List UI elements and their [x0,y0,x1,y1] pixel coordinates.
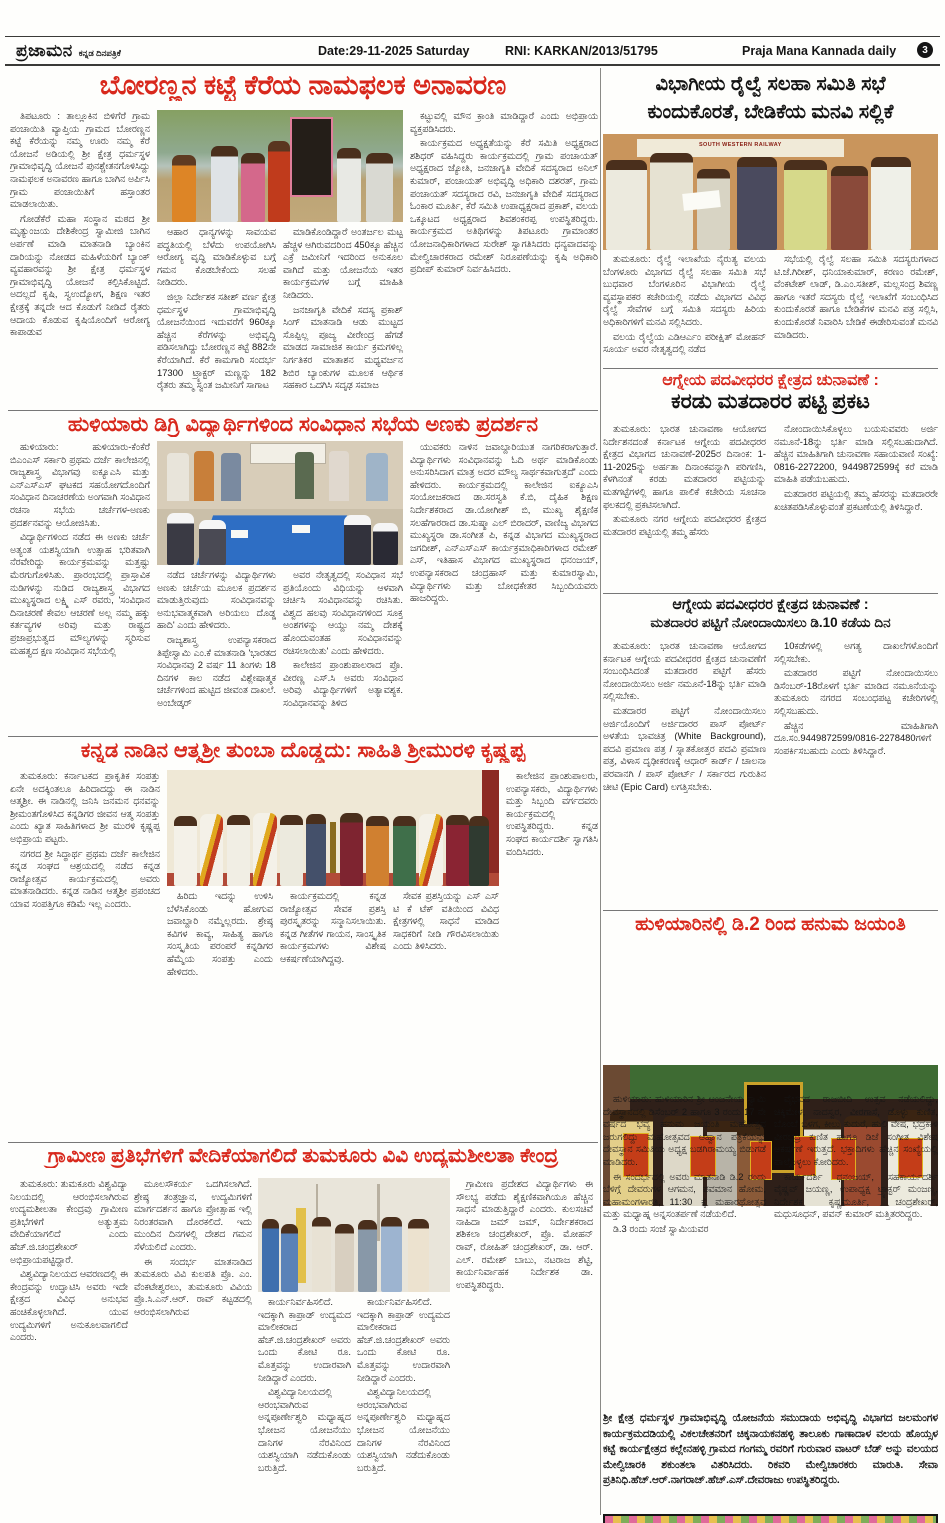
headline-boranna: ಬೋರಣ್ಣನ ಕಟ್ಟೆ ಕೆರೆಯ ನಾಮಫಲಕ ಅನಾವರಣ [99,70,507,100]
person-figure [174,816,197,886]
body-paragraph: ಈ ಸಂದರ್ಭ ಮಾತನಾಡಿದ ತುಮಕೂರು ವಿವಿ ಕುಲಪತಿ ಪ್ರೊ. ಎಂ. ವೆಂಕಟೇಶ್ವರಲು, ತುಮಕೂರು ವಿವಿಯ ಪ್ರೊ.ಸಿ.ಎನ್.ಆರ್. ರಾವ್ ಕಟ್ಟಡದಲ್ಲಿ ಆರಂಭಿಸಲಾಗಿರುವ [134,1255,252,1317]
person-figure [227,815,250,886]
article-column [603,1093,766,1254]
body-paragraph: ತುಮಕೂರು: ಕರ್ನಾಟಕದ ಪ್ರಾಕೃತಿಕ ಸಂಪತ್ತು ಏನೇ ಅದಕ್ಕಿಂತಲೂ ಹಿರಿದಾದದ್ದು ಈ ನಾಡಿನ ಆತ್ಮಶ್ರೀ. ಈ ನಾಡಿನಲ್ಲಿ ಜನಿಸಿ ಜನಮನ ಧನವನ್ನು ಶ್ರೀಮಂತಗೊಳಿಸಿದ ಕನ್ನಡಿಗರ ಜೀವನ ಆತ್ಮ ಸಂಪತ್ತು ಎಂದು ಖ್ಯಾತ ಸಾಹಿತಿಗಳಾದ ಶ್ರೀ ಮುರಳಿ ಕೃಷ್ಣಪ್ಪ ಅಭಿಪ್ರಾಯ ಪಟ್ಟರು. [10,770,160,844]
photo-railway-meeting [603,134,938,250]
person-figure-flag-shawl [200,814,223,886]
body-paragraph: ವಿಶ್ವವಿದ್ಯಾನಿಲಯದ ಆವರಣದಲ್ಲಿ ಈ ಕೇಂದ್ರವನ್ನು ಉದ್ಘಾಟಿಸಿ ಅವರು ಇದೇ ಕ್ಷೇತ್ರದ ವಿವಿಧ ಅನುಭವ ಹಂಚಿಕೊಳ್ಳಲಾಗಿದೆ. ಯುವ ಉದ್ಯಮಿಗಳಿಗೆ ಅನುಕೂಲವಾಗಲಿದೆ ಎಂದರು. [10,1268,128,1343]
event-banner [250,443,326,464]
article-column [774,640,938,910]
headline-constitution: ಹುಳಿಯಾರು ಡಿಗ್ರಿ ವಿದ್ಯಾರ್ಥಿಗಳಿಂದ ಸಂವಿಧಾನ ಸಭೆಯ ಅಣಕು ಪ್ರದರ್ಶನ [67,413,539,436]
headline-udyama: ಗ್ರಾಮೀಣ ಪ್ರತಿಭೆಗಳಿಗೆ ವೇದಿಕೆಯಾಗಲಿದೆ ತುಮಕೂರು ವಿವಿ ಉದ್ಯಮಶೀಲತಾ ಕೇಂದ್ರ [47,1145,559,1167]
person-figure [358,1220,377,1292]
person-figure [606,160,646,250]
body-paragraph: ಗೋಡೆಕೆರೆ ಮಹಾ ಸಂಸ್ಥಾನ ಮಠದ ಶ್ರೀ ಮೃತ್ಯುಂಜಯ ದೇಶಿಕೇಂದ್ರ ಸ್ವಾಮೀಜಿ ಬಾಗಿನ ಅರ್ಪಣೆ ಮಾಡಿ ಮಾತನಾಡಿ ಬ್ಯಾಂಕಿನ ದಾರಿಯನ್ನು ನೋಡದ ಮಹಿಳೆಯರಿಗೆ ಬ್ಯಾಂಕ್ ವ್ಯವಹಾರವನ್ನು ಶ್ರೀ ಕ್ಷೇತ್ರ ಧರ್ಮಸ್ಥಳ ಗ್ರಾಮಾಭಿವೃದ್ಧಿ ಯೋಜನೆ ಕಲ್ಪಿಸಿಕೊಟ್ಟಿದೆ. ಅದಲ್ಲದೆ ಕೃಷಿ, ಸ್ವಉದ್ಯೋಗ, ಶಿಕ್ಷಣ ಇತರ ಕ್ಷೇತ್ರಕ್ಕೆ ತನ್ನದೇ ಆದ ಕೊಡುಗೆ ನೀಡಿದೆ ರೈತರು ಆದಾಯ ಕೊಡುವ ಕೃಷಿಯೊಂದಿಗೆ ಆರೋಗ್ಯ ಕಾಪಾಡುವ [10,212,150,338]
divider [5,64,940,66]
article-column [357,1296,450,1515]
article-column [774,253,938,366]
body-paragraph: ತುಮಕೂರು: ರೈಲ್ವೆ ಇಲಾಖೆಯ ನೈರುತ್ಯ ವಲಯ ಬೆಂಗಳೂರು ವಿಭಾಗದ ರೈಲ್ವೆ ಸಲಹಾ ಸಮಿತಿ ಸಭೆ ಬುಧವಾರ ಬೆಂಗಳೂರಿನ ವಿಭಾಗೀಯ ರೈಲ್ವೆ ವ್ಯವಸ್ಥಾಪಕರ ಕಚೇರಿಯಲ್ಲಿ ನಡೆದು ವಿಭಾಗದ ವಿವಿಧ ರೈಲ್ವೆ ಸೇವೆಗಳ ಬಗ್ಗೆ ಸಮಿತಿ ಸದಸ್ಯರು ಹಿರಿಯ ಅಧಿಕಾರಿಗಳಿಗೆ ಮನವಿ ಸಲ್ಲಿಸಿದರು. [603,253,766,327]
article-railway [603,253,938,366]
body-paragraph: ಗ್ರಾಮೀಣ ಪ್ರದೇಶದ ವಿದ್ಯಾರ್ಥಿಗಳು ಈ ಸೌಲಭ್ಯ ಪಡೆದು ಶೈಕ್ಷಣಿಕವಾಗಿಯೂ ಹೆಚ್ಚಿನ ಸಾಧನೆ ಮಾಡುತ್ತಿದ್ದಾರೆ ಎಂದರು. ಕುಲಸಚಿವೆ ನಾಹಿದಾ ಜಮ್ ಜಮ್, ನಿರ್ದೇಶಕರಾದ ಶಶಿಕಲಾ ಚಂದ್ರಶೇಖರ್, ಪ್ರೊ. ಮೋಹನ್ ರಾವ್, ರೋಹಿತ್ ಚಂದ್ರಶೇಖರ್, ಡಾ. ಆರ್. ಎಲ್. ರಮೇಶ್ ಬಾಬು, ನಟರಾಜ ಶೆಟ್ಟಿ, ಕಾರ್ಯನಿರ್ವಾಹಕ ನಿರ್ದೇಶಕ ಡಾ. ಉಪಸ್ಥಿತರಿದ್ದರು. [456,1178,593,1290]
article-column [258,1296,351,1515]
headline-karadu-main: ಕರಡು ಮತದಾರರ ಪಟ್ಟಿ ಪ್ರಕಟ [671,390,870,413]
railway-banner-text: SOUTH WESTERN RAILWAY [698,141,782,148]
article-column [157,226,276,408]
headline-kannada-naadu: ಕನ್ನಡ ನಾಡಿನ ಆತ್ಮಶ್ರೀ ತುಂಬಾ ದೊಡ್ಡದು: ಸಾಹಿತಿ ಶ್ರೀಮುರಳಿ ಕೃಷ್ಣಪ್ಪ [80,739,526,762]
headline-voterreg-line2: ಮತದಾರರ ಪಟ್ಟಿಗೆ ನೋಂದಾಯಿಸಲು ಡಿ.10 ಕಡೆಯ ದಿನ [650,615,891,630]
article-column [774,1093,938,1254]
paper-sheet [292,525,309,532]
body-paragraph: ಡಿ.3 ರಂದು ಸಂಜೆ ಸ್ವಾಮಿಯವರ [613,1222,709,1234]
window-frame [377,1184,380,1241]
paper-sheet [231,530,248,537]
article-column [603,640,766,910]
person-figure [281,1224,298,1292]
body-paragraph: ತುಮಕೂರು ನಗರ ಆಗ್ನೇಯ ಪದವೀಧರರ ಕ್ಷೇತ್ರದ ಮತದಾರರ ಪಟ್ಟಿಯಲ್ಲಿ ತಮ್ಮ ಹೆಸರು [603,513,766,537]
person-figure-white-cap [344,515,371,565]
person-figure [469,816,489,886]
body-paragraph: ಹುಳಿಯಾರು: ಹುಳಿಯಾರಿನ ಶ್ರೀ ಆಂಜನೇಯ ಸ್ವಾಮಿ ದೇವಸ್ಥಾನದಲ್ಲಿ ಡಿಸೆಂಬರ್ 2 ಹಾಗೂ 3 ರಂದು 17 ನೇ ವರ್ಷದ ಭವ್ಯ ಹನುಮ ಜಯಂತಿ ಮಹೋತ್ಸವ ಜರುಗಲಿದ್ದು ಮಹೋತ್ಸವದ ಆಹ್ವಾನ ಪತ್ರಿಕೆಯನ್ನು ದೇವಸ್ಥಾನ ಸಮಿತಿಯ ಅಧ್ಯಕ್ಷ ಬಡಗಿರಾಮಯ್ಯ ಬಿಡುಗಡೆ ಮಾಡಿದರು. [603,1093,766,1167]
divider [603,910,938,911]
article-voterreg [603,640,938,910]
photo-caption-waterbed: ಶ್ರೀ ಕ್ಷೇತ್ರ ಧರ್ಮಸ್ಥಳ ಗ್ರಾಮಾಭಿವೃದ್ಧಿ ಯೋಜನೆಯ ಸಮುದಾಯ ಅಭಿವೃದ್ಧಿ ವಿಭಾಗದ ಜಲಮಂಗಳ ಕಾರ್ಯಕ್ರಮದಡಿಯಲ್ಲಿ ವಿಕಲಚೇತನರಿಗೆ ಚಿಕ್ಕನಾಯಕನಹಳ್ಳಿ ತಾಲೂಕು ಗಾಣಾದಾಳ ವಲಯ ಹೊಯ್ಸಳ ಕಟ್ಟೆ ಕಾರ್ಯಕ್ಷೇತ್ರದ ಕಲ್ಲೇನಹಳ್ಳಿ ಗ್ರಾಮದ ಗಂಗಮ್ಮ ರವರಿಗೆ ಗುರುವಾರ ವಾಟರ್ ಬೆಡ್ ಅನ್ನು ವಲಯದ ಮೇಲ್ವಿಚಾರಕಿ ಶಕುಂತಲಾ ವಿತರಿಸಿದರು. ರಿಕವರಿ ಮೇಲ್ವಿಚಾರಕರು ಮಾರುತಿ. ಸೇವಾ ಪ್ರತಿನಿಧಿ.ಹೆಚ್.ಆರ್.ನಾಗರಾಜ್.ಹೆಚ್.ಎಸ್.ದೇವರಾಜು ಉಪಸ್ಥಿತರಿದ್ದರು. [603,1413,938,1487]
headline-voterreg-line1: ಆಗ್ನೇಯ ಪದವೀಧರರ ಕ್ಷೇತ್ರದ ಚುನಾವಣೆ : [672,597,869,613]
masthead-date: Date:29-11-2025 Saturday [318,44,470,58]
article-column [603,253,766,366]
person-figure-white-cap [167,513,194,565]
body-paragraph: ಮಾಡಿಕೊಂಡಿದ್ದಾರೆ ಅಂತರ್ಜಲ ಮಟ್ಟ ಹೆಚ್ಚಳ ಆಗಿರುವದರಿಂದ 450ಕ್ಕೂ ಹೆಚ್ಚಿನ ಎಕ್ರೆ ಜಮೀನಿಗೆ ಇದರಿಂದ ಅನುಕೂಲ ವಾಗಿದೆ ಮತ್ತು ಯೋಜನೆಯ ಇತರ ಕಾರ್ಯಕ್ರಮಗಳ ಬಗ್ಗೆ ಮಾಹಿತಿ ನೀಡಿದರು. [283,226,403,300]
body-paragraph: ತುಮಕೂರು: ತುಮಕೂರು ವಿಶ್ವವಿದ್ಯಾ ನಿಲಯದಲ್ಲಿ ಆರಂಭಿಸಲಾಗಿರುವ ಉದ್ಯಮಶೀಲತಾ ಕೇಂದ್ರವು ಗ್ರಾಮೀಣ ಪ್ರತಿಭೆಗಳಿಗೆ ಅತ್ಯುತ್ತಮ ವೇದಿಕೆಯಾಗಲಿದೆ ಎಂದು ಹೆಚ್.ಜಿ.ಚಂದ್ರಶೇಖರ್ ಅಭಿಪ್ರಾಯಪಟ್ಟಿದ್ದಾರೆ. [10,1178,128,1265]
article-hanuma [603,1093,938,1254]
divider [8,736,598,737]
body-paragraph: ಕಾರ್ಯಕ್ರಮದಲ್ಲಿ ಕನ್ನಡ ರಾಜ್ಯೋತ್ಸವ ಸೇವಕ ಪ್ರಶಸ್ತಿ ಪುರಸ್ಕೃತರನ್ನು ಸನ್ಮಾನಿಸಲಾಯಿತು. ಕನ್ನಡ ಗೀತೆಗಳ ಗಾಯನ, ಸಾಂಸ್ಕೃತಿಕ ಕಾರ್ಯಕ್ರಮಗಳು ವಿಶೇಷ ಆಕರ್ಷಣೆಯಾಗಿದ್ದವು. [280,890,386,964]
newspaper-logo: ಪ್ರಜಾಮನ [16,41,73,60]
article-column [506,770,598,1142]
article-boranna [10,110,598,408]
person-figure [393,816,416,886]
person-figure [831,166,868,250]
body-paragraph: ತುಮಕೂರು: ಭಾರತ ಚುನಾವಣಾ ಆಯೋಗದ ನಿರ್ದೇಶನದಂತೆ ಕರ್ನಾಟಕ ಆಗ್ನೇಯ ಪದವೀಧರರ ಕ್ಷೇತ್ರದ ವಿಭಾಗದ ಚುನಾವಣೆ-2025ರ ದಿನಾಂಕ: 1-11-2025ನ್ನು ಅರ್ಹತಾ ದಿನಾಂಕವನ್ನಾಗಿ ಪರಿಗಣಿಸಿ, ಕೆಳಗಿನಂತೆ ಕರಡು ಮತದಾರರ ಪಟ್ಟಿಯನ್ನು ಮತಗಟ್ಟೆಗಳಲ್ಲಿ ಹಾಗೂ ಪಾಲಿಕೆ ಕಚೇರಿಯ ಸೂಚನಾ ಫಲಕದಲ್ಲಿ ಪ್ರಕಟಿಸಲಾಗಿದೆ. [603,423,766,510]
masthead-logo [16,41,121,61]
stone-plaque [290,117,333,197]
headline-railway-line1: ವಿಭಾಗೀಯ ರೈಲ್ವೆ ಸಲಹಾ ಸಮಿತಿ ಸಭೆ [655,73,886,95]
person-figure [366,453,388,500]
person-figure [280,815,303,886]
body-paragraph: ಹುಳಿಯಾರು: ಹುಳಿಯಾರು-ಕೆಂಕೆರೆ ಬಿಎಂಎಸ್ ಸರ್ಕಾರಿ ಪ್ರಥಮ ದರ್ಜೆ ಕಾಲೇಜಿನಲ್ಲಿ ರಾಜ್ಯಶಾಸ್ತ್ರ ವಿಭಾಗವು ಐಕ್ಯೂಎಸಿ ಮತ್ತು ಎನ್ಎಸ್ಎಸ್ ಘಟಕದ ಸಹಯೋಗದೊಂದಿಗೆ ಸಂವಿಧಾನ ದಿನಾಚರಣೆಯ ಅಂಗವಾಗಿ ಸಂವಿಧಾನ ರಚನಾ ಸಭೆಯ ಚರ್ಚೆಗಳ-ಅಣಕು ಪ್ರದರ್ಶನವನ್ನು ಆಯೋಜಿಸಿತು. [10,441,150,528]
article-column [10,1178,128,1515]
person-figure [697,169,731,250]
person-figure-white-cap [199,520,226,565]
body-paragraph: 10ಕಡೆಗಳಲ್ಲಿ ಅಗತ್ಯ ದಾಖಲೆಗಳೊಂದಿಗೆ ಸಲ್ಲಿಸಬೇಕು. [774,640,938,664]
body-paragraph: ಈ ಸಂದರ್ಭದಲ್ಲಿ ಅವರು ಮಾತನಾಡಿ ಡಿ.2 ರಂದು ಬೆಳಿಗ್ಗೆ ದೇವರುಗಳ ಆಗಮನ, ಪವಮಾನ ಹೋಮ, ಮಹಾಮಂಗಳಾರತಿ, 11:30 ಕ್ಕೆ ಮಹಾರಥೋತ್ಸವ ಮತ್ತು ಮಧ್ಯಾಹ್ನ ಅನ್ನಸಂತರ್ಪಣೆ ನಡೆಯಲಿದೆ. [603,1170,766,1220]
photo-waterbed-distribution [603,1514,938,1523]
person-figure [337,148,362,222]
body-paragraph: ಜಿಲ್ಲಾ ನಿರ್ದೇಶಕ ಸತೀಶ್ ವರ್ಣ ಕ್ಷೇತ್ರ ಧರ್ಮಸ್ಥಳ ಗ್ರಾಮಾಭಿವೃದ್ಧಿ ಯೋಜನೆಯಿಂದ ಇದುವರೆಗೆ 960ಕ್ಕೂ ಹೆಚ್ಚಿನ ಕೆರೆಗಳನ್ನು ಅಭಿವೃದ್ಧಿ ಪಡಿಸಲಾಗಿದ್ದು ಬೋರಣ್ಣನ ಕಟ್ಟೆ 882ನೇ ಕೆರೆಯಾಗಿದೆ. ಕೆರೆ ಕಾಮಗಾರಿ ಸಂದರ್ಭ 17300 ಟ್ರ್ಯಾಕ್ಟರ್ ಮಣ್ಣನ್ನು 182 ರೈತರು ತಮ್ಮ ಸ್ವಂತ ಜಮೀನಿಗೆ ಸಾಗಾಟ [157,290,276,391]
article-column [283,226,403,408]
body-paragraph: ನಗರದ ಶ್ರೀ ಸಿದ್ಧಾರ್ಥ ಪ್ರಥಮ ದರ್ಜೆ ಕಾಲೇಜಿನ ಕನ್ನಡ ಸಂಘದ ಆಶ್ರಯದಲ್ಲಿ ನಡೆದ ಕನ್ನಡ ರಾಜ್ಯೋತ್ಸವ ಕಾರ್ಯಕ್ರಮದಲ್ಲಿ ಅವರು ಮಾತನಾಡಿದರು. ಕನ್ನಡ ನಾಡಿನ ಆತ್ಮಶ್ರೀ ಪ್ರಪಂಚದ ಯಾವ ಸಂಪತ್ತಿಗೂ ಕಡಿಮೆ ಇಲ್ಲ ಎಂದರು. [10,847,160,909]
body-paragraph: ಸೇವಕ ಪ್ರಶಸ್ತಿಯನ್ನು ಎಸ್ ಎಸ್ ಟಿ ಕೆ ಟೆಕ್ ವತಿಯಿಂದ ವಿವಿಧ ಕ್ಷೇತ್ರಗಳಲ್ಲಿ ಸಾಧನೆ ಮಾಡಿದ ಸಾಧಕರಿಗೆ ನೀಡಿ ಗೌರವಿಸಲಾಯಿತು ಎಂದು ತಿಳಿಸಿದರು. [393,890,499,952]
person-figure [408,1219,429,1292]
body-paragraph: ಜನಜಾಗೃತಿ ವೇದಿಕೆ ಸದಸ್ಯ ಪ್ರಕಾಶ್ ಸಿಂಗ್ ಮಾತನಾಡಿ ಆಡು ಮುಟ್ಟದ ಸೊಪ್ಪಿಲ್ಲ ಪೂಜ್ಯ ವೀರೇಂದ್ರ ಹೆಗಡೆ ಮಾಡದ ಸಾಮಾಜಿಕ ಕಾರ್ಯ ಕ್ರಮಗಳಿಲ್ಲ ನಿರ್ಗತಿಕರ ಮಾತಾಶನ ಮಧ್ಯವರ್ಜನ ಶಿಬಿರ ಬ್ಯಾಂಕುಗಳ ಮೂಲಕ ಆರ್ಥಿಕ ಸಹಕಾರ ಒದಗಿಸಿ ಸದೃಢ ಸಮಾಜ [283,303,403,391]
article-udyama [10,1178,598,1515]
body-paragraph: ಕಾಲೇಜಿನ ಪ್ರಾಂಶುಪಾಲರು, ಉಪನ್ಯಾಸಕರು, ವಿದ್ಯಾರ್ಥಿಗಳು ಮತ್ತು ಸಿಬ್ಬಂದಿ ವರ್ಗದವರು ಕಾರ್ಯಕ್ರಮದಲ್ಲಿ ಉಪಸ್ಥಿತರಿದ್ದರು. ಕನ್ನಡ ಸಂಘದ ಕಾರ್ಯದರ್ಶಿ ಸ್ವಾಗತಿಸಿ ವಂದಿಸಿದರು. [506,770,598,857]
flower-garland [605,1516,936,1523]
photo-udyama-centre-group [258,1178,450,1292]
body-paragraph: ಕಾರ್ಯನಿರ್ವಹಿಸಲಿದೆ. ಇದಕ್ಕಾಗಿ ಕಾಪ್ರಾಡ್ ಉದ್ಯಮದ ಮಾಲೀಕರಾದ ಹೆಚ್.ಜಿ.ಚಂದ್ರಶೇಖರ್ ಅವರು ಒಂದು ಕೋಟಿ ರೂ. ಮೊತ್ತವನ್ನು ಉದಾರವಾಗಿ ನೀಡಿದ್ದಾರೆ ಎಂದರು. [357,1296,450,1383]
article-column [280,890,386,1142]
body-paragraph: ಕಟ್ಟುವಲ್ಲಿ ಮೌನ ಕ್ರಾಂತಿ ಮಾಡಿದ್ದಾರೆ ಎಂದು ಅಭಿಪ್ರಾಯ ವ್ಯಕ್ತಪಡಿಸಿದರು. [410,110,598,134]
body-paragraph: ಅವರ ನೇತೃತ್ವದಲ್ಲಿ ಸಂವಿಧಾನ ಸಭೆ ಪ್ರತಿಯೊಂದು ವಿಧಿಯನ್ನು ಆಳವಾಗಿ ಚರ್ಚಿಸಿ ಸಂವಿಧಾನವನ್ನು ರಚಿಸಿತು. ವಿಶ್ವದ ಹಲವು ಸಂವಿಧಾನಗಳಿಂದ ಸೂಕ್ತ ಅಂಶಗಳನ್ನು ಆಯ್ದು ನಮ್ಮ ದೇಶಕ್ಕೆ ಹೊಂದುವಂತಹ ಸಂವಿಧಾನವನ್ನು ರಚಿಸಲಾಯಿತು' ಎಂದು ಹೇಳಿದರು. [283,569,403,656]
headline-karadu-top: ಆಗ್ನೇಯ ಪದವೀಧರರ ಕ್ಷೇತ್ರದ ಚುನಾವಣೆ : [662,372,879,389]
person-figure [366,816,389,886]
person-figure-flag-shawl [419,814,442,886]
body-paragraph: ಮತದಾರರ ಪಟ್ಟಿಗೆ ನೋಂದಾಯಿಸಲು ಅರ್ಜಿಯೊಂದಿಗೆ ಅರ್ಜಿದಾರರ ಪಾಸ್ ಪೋರ್ಟ್ ಅಳತೆಯ ಭಾವಚಿತ್ರ (White Background), ಪದವಿ ಪ್ರಮಾಣ ಪತ್ರ / ಸ್ನಾತಕೋತ್ತರ ಪದವಿ ಪ್ರಮಾಣ ಪತ್ರ, ವಿಳಾಸ ದೃಢೀಕರಣಕ್ಕೆ ಆಧಾರ್ ಕಾರ್ಡ್ / ಚಾಲನಾ ಪರವಾನಗಿ / ಪಾಸ್ ಪೋರ್ಟ್ / ಸರ್ಕಾರದ ಗುರುತಿನ ಚೀಟಿ (Epic Card) ಲಗತ್ತಿಸಬೇಕು. [603,704,766,792]
person-figure [241,153,266,222]
person-figure [221,453,241,500]
person-figure [306,814,326,886]
person-figure [871,157,911,250]
photo-rajyotsava-stage-group [167,770,499,886]
divider [603,593,938,594]
article-column [410,110,598,408]
body-paragraph: ಆಹಾರ ಧಾನ್ಯಗಳನ್ನು ಸಾವಯವ ಪದ್ಧತಿಯಲ್ಲಿ ಬೆಳೆದು ಉಪಯೋಗಿಸಿ ಆರೋಗ್ಯ ವೃದ್ಧಿ ಮಾಡಿಕೊಳ್ಳುವ ಬಗ್ಗೆ ಗಮನ ಕೊಡಬೇಕೆಂದು ಸಲಹೆ ನೀಡಿದರು. [157,226,276,288]
body-paragraph: ಹಿರಿದು ಇದನ್ನು ಉಳಿಸಿ ಬೆಳೆಸಿಕೊಂಡು ಹೋಗುವ ಜವಾಬ್ದಾರಿ ನಮ್ಮೆಲ್ಲರದು. ಶ್ರೇಷ್ಠ ಕವಿಗಳ ಕಾವ್ಯ, ಸಾಹಿತ್ಯ ಹಾಗೂ ಸಂಸ್ಕೃತಿಯ ಪರಂಪರೆ ಕನ್ನಡಿಗರ ಹೆಮ್ಮೆಯ ಸಂಪತ್ತು ಎಂದು ಹೇಳಿದರು. [167,890,273,977]
body-paragraph: ಕಾರ್ಯದರ್ಶಿ ಧನಂಜಯ್, ಸಹಕಾರ್ಯದರ್ಶಿ ವೈಷ್ಣವ್ ಜಯಣ್ಣ, ಉಪಾಧ್ಯಕ್ಷ ಟ್ರ್ಯಾಕ್ಟರ್ ಮಂಜಣ್ಣ, ನಿರ್ದೇಶಕ ಕೃಷ್ಣಮೂರ್ತಿ, ಚಂದ್ರಶೇಖರ್, ಮಧುಸೂಧನ್, ಪವನ್ ಕುಮಾರ್ ಮತ್ತಿತರರಿದ್ದರು. [774,1170,938,1220]
newspaper-logo-subtitle: ಕನ್ನಡ ದಿನಪತ್ರಿಕೆ [78,48,121,58]
article-column [10,110,150,408]
article-column [134,1178,252,1515]
person-figure [262,1219,279,1292]
article-column [603,423,766,593]
person-figure [381,1217,402,1292]
article-column [774,423,938,593]
body-paragraph: ವಲಯ ರೈಲ್ವೆಯ ಎಡಿಆರ್ಎಂ ಪರೀಕ್ಷಿತ್ ಮೋಹನ್ ಸೂರ್ಯ ಅವರ ನೇತೃತ್ವದಲ್ಲಿ ನಡೆದ [603,330,766,355]
person-figure [784,160,828,250]
person-figure [312,1217,331,1292]
masthead-daily-name: Praja Mana Kannada daily [742,44,897,58]
article-column [157,569,276,735]
person-figure [446,815,469,886]
person-figure-white-cap [373,523,398,565]
body-paragraph: ಯುವಕರು ನಾಳಿನ ಜವಾಬ್ದಾರಿಯುತ ನಾಗರಿಕರಾಗುತ್ತಾರೆ. ವಿದ್ಯಾರ್ಥಿಗಳು ಸಂವಿಧಾನವನ್ನು ಓದಿ ಅರ್ಥ ಮಾಡಿಕೊಂಡು ಅನುಸರಿಸಿದಾಗ ಮಾತ್ರ ಅದರ ಮೌಲ್ಯ ಸಾರ್ಥಕವಾಗುತ್ತದೆ' ಎಂದು ಹೇಳಿದರು. ಕಾರ್ಯಕ್ರಮದಲ್ಲಿ ಕಾಲೇಜಿನ ಐಕ್ಯೂಎಸಿ ಸಂಯೋಜಕರಾದ ಡಾ.ಸರಸ್ವತಿ ಕೆ.ಬಿ, ದೈಹಿಕ ಶಿಕ್ಷಣ ನಿರ್ದೇಶಕರಾದ ಡಾ.ಯೋಗೀಶ್ ಬಿ, ಮುಖ್ಯ ಶೈಕ್ಷಣಿಕ ಸಲಹೆಗಾರರಾದ ಡಾ.ಸುಷ್ಮಾ ಎಲ್ ಬಿರಾದರ್, ವಾಣಿಜ್ಯ ವಿಭಾಗದ ಮುಖ್ಯಸ್ಥರಾ ಡಾ.ಸಂಗೀತ ಪಿ, ಕನ್ನಡ ವಿಭಾಗದ ಮುಖ್ಯಸ್ಥರಾದ ಜಗದೀಶ್, ಎನ್ಎಸ್ಎಸ್ ಕಾರ್ಯಕ್ರಮಾಧಿಕಾರಿಗಳಾದ ರಮೇಶ್ ಎಸ್, ಇತಿಹಾಸ ವಿಭಾಗದ ಮುಖ್ಯಸ್ಥರಾದ ಧನಂಜಯ್, ಉಪನ್ಯಾಸಕರಾದ ಚಂದ್ರಹಾಸ್ ಮತ್ತು ಕುಮಾರಸ್ವಾಮಿ, ವಿದ್ಯಾರ್ಥಿಗಳು ಮತ್ತು ಬೋಧಕೇತರ ಸಿಬ್ಬಂದಿಯವರು ಹಾಜರಿದ್ದರು. [410,441,598,604]
body-paragraph: ವೈಭವದ ರಾಜಬೀದಿ ಉತ್ಸವ ನಡೆಯಲಿದ್ದು, ಚಿಕ್ಕಿಮೇಳ, ನಾದಸ್ವರ, ವೀರಗಾಸೆ, ಡೊಳ್ಳು ಕುಣಿತ, ಬೊಂಬೆ ಬಳಗ, ಕೀಲು ಕುದುರೆ, ಹುಲಿ ವೇಷ, ಭದ್ರಕಾಳಿ ವೀರಭದ್ರ ಕುಣಿತ ಹಾಗೂ ಡಿಜೆ ಸಂಗೀತ ವಿಶೇಷ ಆಕರ್ಷಣೆ ಇರುತ್ತದೆ. ಭಕ್ತಾದಿಗಳು ಹೆಚ್ಚಿನ ಸಂಖ್ಯೆಯಲ್ಲಿ ಪಾಲ್ಗೊಳ್ಳಲು ಕೋರಿದರು. [774,1093,938,1167]
article-column [167,890,273,1142]
body-paragraph: ಕಾರ್ಯಕ್ರಮದ ಅಧ್ಯಕ್ಷತೆಯನ್ನು ಕೆರೆ ಸಮಿತಿ ಅಧ್ಯಕ್ಷರಾದ ಶಶಿಧರ್ ವಹಿಸಿದ್ದರು ಕಾರ್ಯಕ್ರಮದಲ್ಲಿ ಗ್ರಾಮ ಪಂಚಾಯತ್ ಅಧ್ಯಕ್ಷರಾದ ಜ್ಯೋತಿ, ಜನಜಾಗೃತಿ ವೇದಿಕೆ ಸದಸ್ಯರಾದ ಅನಿಲ್ ಕುಮಾರ್, ಪಂಚಾಯತ್ ಅಭಿವೃದ್ಧಿ ಅಧಿಕಾರಿ ದಶರತ್, ಗ್ರಾಮ ಪಂಚಾಯತ್ ಸದಸ್ಯರಾದ ರವಿ, ಜನಜಾಗೃತಿ ವೇದಿಕೆ ಸದಸ್ಯರಾದ ಓಂಕಾರ ಮೂರ್ತಿ, ಕೆರೆ ಸಮಿತಿ ಉಪಾಧ್ಯಕ್ಷರಾದ ಪ್ರಕಾಶ್, ವಲಯ ಒಕ್ಕೂಟದ ಅಧ್ಯಕ್ಷರಾದ ಶಿವಶಂಕರಪ್ಪ ಉಪಸ್ಥಿತರಿದ್ದರು. ಕಾರ್ಯಕ್ರಮದ ಅತಿಥಿಗಳನ್ನು ತಿಪಟೂರು ಗ್ರಾಮಾಂತರ ಯೋಜನಾಧಿಕಾರಿಗಳಾದ ಸುರೇಶ್ ಸ್ವಾಗತಿಸಿದರು ಧನ್ಯವಾದವನ್ನು ಮೇಲ್ವಿಚಾರಕರಾದ ರಮೇಶ್ ನಿರೂಪಣೆಯನ್ನು ಕೃಷಿ ಅಧಿಕಾರಿ ಪ್ರದೀಪ್ ಕುಮಾರ್ ನಿರ್ವಹಿಸಿದರು. [410,137,598,275]
person-figure [172,155,197,222]
body-paragraph: ಮೂಲಸೌಕರ್ಯ ಒದಗಿಸಲಾಗಿದೆ. ಶ್ರೇಷ್ಠ ತಂತ್ರಜ್ಞಾನ, ಉದ್ಯಮಿಗಳಿಗೆ ಮಾರ್ಗದರ್ಶನ ಹಾಗೂ ಪ್ರೋತ್ಸಾಹ ಇಲ್ಲಿ ನಿರಂತರವಾಗಿ ದೊರಕಲಿದೆ. ಇದು ಮುಂದಿನ ದಿನಗಳಲ್ಲಿ ದೇಶದ ಗಮನ ಸೆಳೆಯಲಿದೆ ಎಂದರು. [134,1178,252,1252]
body-paragraph: ಕಾರ್ಯನಿರ್ವಹಿಸಲಿದೆ. ಇದಕ್ಕಾಗಿ ಕಾಪ್ರಾಡ್ ಉದ್ಯಮದ ಮಾಲೀಕರಾದ ಹೆಚ್.ಜಿ.ಚಂದ್ರಶೇಖರ್ ಅವರು ಒಂದು ಕೋಟಿ ರೂ. ಮೊತ್ತವನ್ನು ಉದಾರವಾಗಿ ನೀಡಿದ್ದಾರೆ ಎಂದರು. [258,1296,351,1383]
divider [8,1142,598,1143]
body-paragraph: ನಡೆದ ಚರ್ಚೆಗಳನ್ನು ವಿದ್ಯಾರ್ಥಿಗಳು ಅಣಕು ಚರ್ಚೆಯ ಮೂಲಕ ಪ್ರದರ್ಶನ ಮಾಡುತ್ತಿರುವುದು ಸಂವಿಧಾನವನ್ನು ಅನುಭವಾತ್ಮಕವಾಗಿ ಅರಿಯಲು ದೊಡ್ಡ ಹಾದಿ' ಎಂದು ಹೇಳಿದರು. [157,569,276,631]
body-paragraph: ಸಭೆಯಲ್ಲಿ ರೈಲ್ವೆ ಸಲಹಾ ಸಮಿತಿ ಸದಸ್ಯರುಗಳಾದ ಟಿ.ಜೆ.ಗಿರೀಶ್, ಧನಿಯಾಕುಮಾರ್, ಕರಣಂ ರಮೇಶ್, ವೆಂಕಟೇಶ್ ಲಾಡ್, ಡಿ.ಎಂ.ಸತೀಶ್, ಮಲ್ಲಸಂದ್ರ ಶಿವಣ್ಣ ಹಾಗೂ ಇತರೆ ಸದಸ್ಯರು ರೈಲ್ವೆ ಇಲಾಖೆಗೆ ಸಂಬಂಧಿಸಿದ ಕುಂದುಕೊರತೆ ಹಾಗೂ ಬೇಡಿಕೆಗಳ ಮನವಿ ಪತ್ರ ಸಲ್ಲಿಸಿ, ಕುಂದುಕೊರತೆ ನಿವಾರಿಸಿ ಬೇಡಿಕೆ ಈಡೇರಿಸುವಂತೆ ಮನವಿ ಮಾಡಿದರು. [774,253,938,340]
person-figure-flag-shawl [253,813,276,886]
person-figure [268,141,290,222]
body-paragraph: ಹೆಚ್ಚಿನ ಮಾಹಿತಿಗಾಗಿ ದೂ.ಸಂ.9449872599/0816-2278480ಗಳಿಗೆ ಸಂಪರ್ಕಿಸಬಹುದು ಎಂದು ತಿಳಿಸಿದ್ದಾರೆ. [774,719,938,756]
body-paragraph: ವಿದ್ಯಾರ್ಥಿಗಳಿಂದ ನಡೆದ ಈ ಅಣಕು ಚರ್ಚೆ ಅತ್ಯಂತ ಯಶಸ್ವಿಯಾಗಿ ಉತ್ಸಾಹ ಭರಿತವಾಗಿ ನೆರವೇರಿದ್ದು ಕಾರ್ಯಕ್ರಮವನ್ನು ಮತ್ತಷ್ಟು ಮೆರಗುಗೊಳಿಸಿತು. ಪ್ರಾರಂಭದಲ್ಲಿ ಪ್ರಾಸ್ತಾವಿಕ ನುಡಿಗಳನ್ನು ನುಡಿದ ರಾಜ್ಯಶಾಸ್ತ್ರ ವಿಭಾಗದ ಮುಖ್ಯಸ್ಥರಾದ ಲಕ್ಷ್ಮಿ ಎಸ್ ರವರು, 'ಸಂವಿಧಾನ ದಿನಾಚರಣೆ ಕೇವಲ ಆಚರಣೆ ಅಲ್ಲ ನಮ್ಮ ಹಕ್ಕು ಕರ್ತವ್ಯಗಳ ಅರಿವು ಮತ್ತು ರಾಷ್ಟ್ರದ ಪ್ರಜಾಪ್ರಭುತ್ವದ ಮೌಲ್ಯಗಳನ್ನು ಸ್ಮರಿಸುವ ಮಹತ್ವದ ಕ್ಷಣ ಸಂವಿಧಾನ ಸಭೆಯಲ್ಲಿ [10,531,150,656]
page-number-badge: 3 [917,42,933,58]
article-constitution [10,441,598,735]
body-paragraph: ತಿಪಟೂರು : ತಾಲ್ಲೂಕಿನ ಬಿಳಿಗೆರೆ ಗ್ರಾಮ ಪಂಚಾಯಿತಿ ವ್ಯಾಪ್ತಿಯ ಗ್ರಾಮದ ಬೋರಣ್ಣನ ಕಟ್ಟೆ ಕೆರೆಯನ್ನು ನಮ್ಮ ಊರು ನಮ್ಮ ಕೆರೆ ಯೋಜನೆ ಅಡಿಯಲ್ಲಿ ಶ್ರೀ ಕ್ಷೇತ್ರ ಧರ್ಮಸ್ಥಳ ಗ್ರಾಮಾಭಿವೃದ್ಧಿ ಯೋಜನೆ ಪುನಶ್ಚೇತನಗೊಳಿಸಿದ್ದು ನಾಮಫಲಕ ಅನಾವರಣ ಹಾಗೂ ಬಾಗಿನ ಅರ್ಪಿಸಿ ಗ್ರಾಮ ಪಂಚಾಯಿತಿಗೆ ಹಸ್ತಾಂತರ ಮಾಡಲಾಯಿತು. [10,110,150,210]
person-figure [211,146,238,222]
article-column [10,441,150,735]
person-figure [366,153,393,222]
divider [5,36,940,37]
person-figure [335,1224,354,1292]
lamp-stand [330,822,336,873]
body-paragraph: ರಾಜ್ಯಶಾಸ್ತ್ರ ಉಪನ್ಯಾಸಕರಾದ ತಿಪ್ಪೇಸ್ವಾಮಿ ಎಂ.ಕೆ ಮಾತನಾಡಿ 'ಭಾರತದ ಸಂವಿಧಾನವು 2 ವರ್ಷ 11 ತಿಂಗಳು 18 ದಿನಗಳ ಕಾಲ ನಡೆದ ವಿಶ್ಲೇಷಾತ್ಮಕ ಚರ್ಚೆಗಳಿಂದ ಹುಟ್ಟಿದ ಜೀವಂತ ದಾಖಲೆ. ಅಂಬೇಡ್ಕರ್ [157,633,276,708]
photo-mock-assembly-classroom [157,441,403,565]
person-figure [167,453,189,500]
photo-lake-plaque-unveiling [157,110,403,222]
body-paragraph: ಮತದಾರರ ಪಟ್ಟಿಗೆ ನೋಂದಾಯಿಸಲು ಡಿಸೆಂಬರ್-18ರೊಳಗೆ ಭರ್ತಿ ಮಾಡಿದ ನಮೂನೆಯನ್ನು ತುಮಕೂರು ನಗರದ ಸಂಬಂಧಪಟ್ಟ ಕಚೇರಿಗಳಲ್ಲಿ ಸಲ್ಲಿಸಬಹುದು. [774,667,938,716]
divider [603,368,938,369]
body-paragraph: ನೋಂದಾಯಿಸಿಕೊಳ್ಳಲು ಬಯಸುವವರು ಅರ್ಜಿ ನಮೂನೆ-18ನ್ನು ಭರ್ತಿ ಮಾಡಿ ಸಲ್ಲಿಸಬಹುದಾಗಿದೆ. ಹೆಚ್ಚಿನ ಮಾಹಿತಿಗಾಗಿ ಚುನಾವಣಾ ಸಹಾಯವಾಣಿ ಸಂಖ್ಯೆ: 0816-2272200, 9449872599ಕ್ಕೆ ಕರೆ ಮಾಡಿ ಮಾಹಿತಿ ಪಡೆಯಬಹುದು. [774,423,938,485]
person-figure [295,452,315,499]
masthead-rni: RNI: KARKAN/2013/51795 [505,44,658,58]
person-figure [194,451,214,501]
body-paragraph: ಕಾಲೇಜಿನ ಪ್ರಾಂಶುಪಾಲರಾದ ಪ್ರೊ. ವೀರಣ್ಣ ಎಸ್.ಸಿ ಅವರು ಸಂವಿಧಾನ ಅರಿವು ವಿದ್ಯಾರ್ಥಿಗಳಿಗೆ ಅತ್ಯಾವಶ್ಯಕ. ಸಂವಿಧಾನವನ್ನು ತಿಳಿದ [283,659,403,708]
body-paragraph: ವಿಶ್ವವಿದ್ಯಾನಿಲಯದಲ್ಲಿ ಆರಂಭವಾಗಿರುವ ಅನ್ನಪೂರ್ಣೇಶ್ವರಿ ಮಧ್ಯಾಹ್ನದ ಭೋಜನ ಯೋಜನೆಯು ದಾನಿಗಳ ನೆರವಿನಿಂದ ಯಶಸ್ವಿಯಾಗಿ ನಡೆದುಕೊಂಡು ಬರುತ್ತಿದೆ. [258,1386,351,1473]
article-column [456,1178,593,1515]
headline-railway [603,70,938,130]
divider [8,410,598,411]
article-karadu [603,423,938,593]
person-figure [329,451,349,501]
headline-hanuma: ಹುಳಿಯಾರಿನಲ್ಲಿ ಡಿ.2 ರಿಂದ ಹನುಮ ಜಯಂತಿ [635,914,906,935]
body-paragraph: ವಿಶ್ವವಿದ್ಯಾನಿಲಯದಲ್ಲಿ ಆರಂಭವಾಗಿರುವ ಅನ್ನಪೂರ್ಣೇಶ್ವರಿ ಮಧ್ಯಾಹ್ನದ ಭೋಜನ ಯೋಜನೆಯು ದಾನಿಗಳ ನೆರವಿನಿಂದ ಯಶಸ್ವಿಯಾಗಿ ನಡೆದುಕೊಂಡು ಬರುತ್ತಿದೆ. [357,1386,450,1473]
article-column [283,569,403,735]
person-figure [340,813,363,886]
headline-railway-line2: ಕುಂದುಕೊರತೆ, ಬೇಡಿಕೆಯ ಮನವಿ ಸಲ್ಲಿಕೆ [647,101,894,124]
body-paragraph: ಮತದಾರರ ಪಟ್ಟಿಯಲ್ಲಿ ತಮ್ಮ ಹೆಸರನ್ನು ಮತದಾರರೇ ಖಚಿತಪಡಿಸಿಕೊಳ್ಳುವಂತೆ ಪ್ರಕಟಣೆಯಲ್ಲಿ ತಿಳಿಸಿದ್ದಾರೆ. [774,487,938,512]
person-figure [737,157,777,250]
article-column [410,441,598,735]
body-paragraph: ತುಮಕೂರು: ಭಾರತ ಚುನಾವಣಾ ಆಯೋಗದ ಕರ್ನಾಟಕ ಆಗ್ನೇಯ ಪದವೀಧರರ ಕ್ಷೇತ್ರದ ಚುನಾವಣೆಗೆ ಸಂಬಂಧಿಸಿದಂತೆ ಮತದಾರರ ಪಟ್ಟಿಗೆ ಹೆಸರು ನೋಂದಾಯಿಸಲು ಅರ್ಜಿ ನಮೂನೆ-18ನ್ನು ಭರ್ತಿ ಮಾಡಿ ಸಲ್ಲಿಸಬೇಕು. [603,640,766,702]
column-divider [600,68,601,1515]
article-column [10,770,160,1142]
article-kannada-naadu [10,770,598,1142]
article-column [393,890,499,1142]
